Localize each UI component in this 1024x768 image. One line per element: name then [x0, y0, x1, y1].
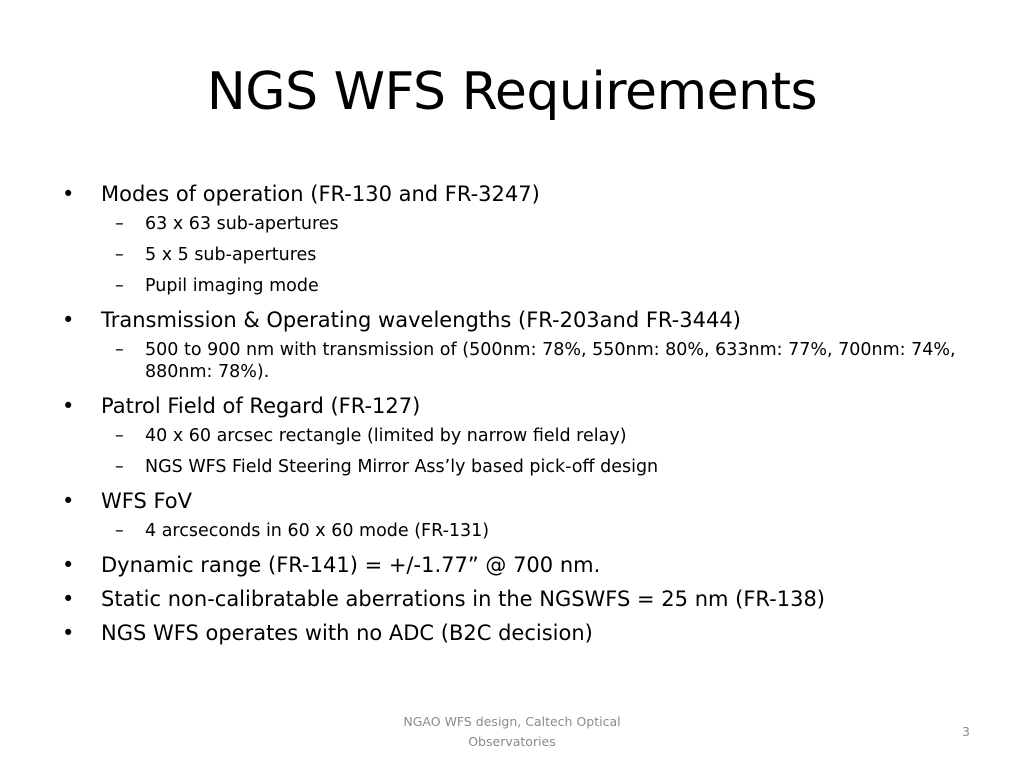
- bullet-icon: •: [62, 489, 75, 513]
- slide-title: NGS WFS Requirements: [206, 62, 818, 122]
- bullet-item: [62, 549, 962, 581]
- sub-bullet-item: [62, 520, 962, 542]
- bullet-text: WFS FoV: [101, 489, 193, 513]
- footer-text: NGAO WFS design, Caltech Optical Observatories: [403, 714, 621, 749]
- bullet-text: Dynamic range (FR-141) = +/-1.77” @ 700 nm.: [101, 553, 601, 577]
- bullet-list: [62, 176, 962, 649]
- dash-icon: –: [115, 426, 124, 446]
- dash-icon: –: [115, 340, 124, 360]
- dash-icon: –: [115, 276, 124, 296]
- bullet-icon: •: [62, 182, 75, 206]
- dash-icon: –: [115, 521, 124, 541]
- bullet-item: [62, 178, 962, 210]
- slide-number: 3: [962, 724, 970, 739]
- bullet-text: Transmission & Operating wavelengths (FR-203and FR-3444): [101, 308, 741, 332]
- sub-bullet-item: [62, 425, 962, 447]
- bullet-icon: •: [62, 553, 75, 577]
- bullet-text: Modes of operation (FR-130 and FR-3247): [101, 182, 540, 206]
- bullet-text: NGS WFS operates with no ADC (B2C decision): [101, 621, 593, 645]
- sub-bullet-text: Pupil imaging mode: [145, 276, 319, 296]
- bullet-icon: •: [62, 308, 75, 332]
- bullet-text: Static non-calibratable aberrations in the NGSWFS = 25 nm (FR-138): [101, 587, 825, 611]
- bullet-item: [62, 485, 962, 517]
- bullet-item: [62, 304, 962, 336]
- sub-bullet-item: [62, 275, 962, 297]
- bullet-icon: •: [62, 394, 75, 418]
- sub-bullet-text: 63 x 63 sub-apertures: [145, 214, 339, 234]
- dash-icon: –: [115, 245, 124, 265]
- bullet-text: Patrol Field of Regard (FR-127): [101, 394, 421, 418]
- bullet-item: [62, 390, 962, 422]
- sub-bullet-item: [62, 456, 962, 478]
- sub-bullet-text: 500 to 900 nm with transmission of (500nm: 78%, 550nm: 80%, 633nm: 77%, 700nm: 74%, 880nm: 78%).: [145, 340, 956, 382]
- sub-bullet-text: 40 x 60 arcsec rectangle (limited by narrow field relay): [145, 426, 627, 446]
- sub-bullet-item: [62, 244, 962, 266]
- bullet-item: [62, 583, 962, 615]
- bullet-icon: •: [62, 587, 75, 611]
- dash-icon: –: [115, 214, 124, 234]
- sub-bullet-item: [62, 339, 962, 383]
- bullet-item: [62, 617, 962, 649]
- dash-icon: –: [115, 457, 124, 477]
- bullet-icon: •: [62, 621, 75, 645]
- sub-bullet-text: 4 arcseconds in 60 x 60 mode (FR-131): [145, 521, 490, 541]
- sub-bullet-text: NGS WFS Field Steering Mirror Ass’ly based pick-off design: [145, 457, 659, 477]
- sub-bullet-text: 5 x 5 sub-apertures: [145, 245, 317, 265]
- sub-bullet-item: [62, 213, 962, 235]
